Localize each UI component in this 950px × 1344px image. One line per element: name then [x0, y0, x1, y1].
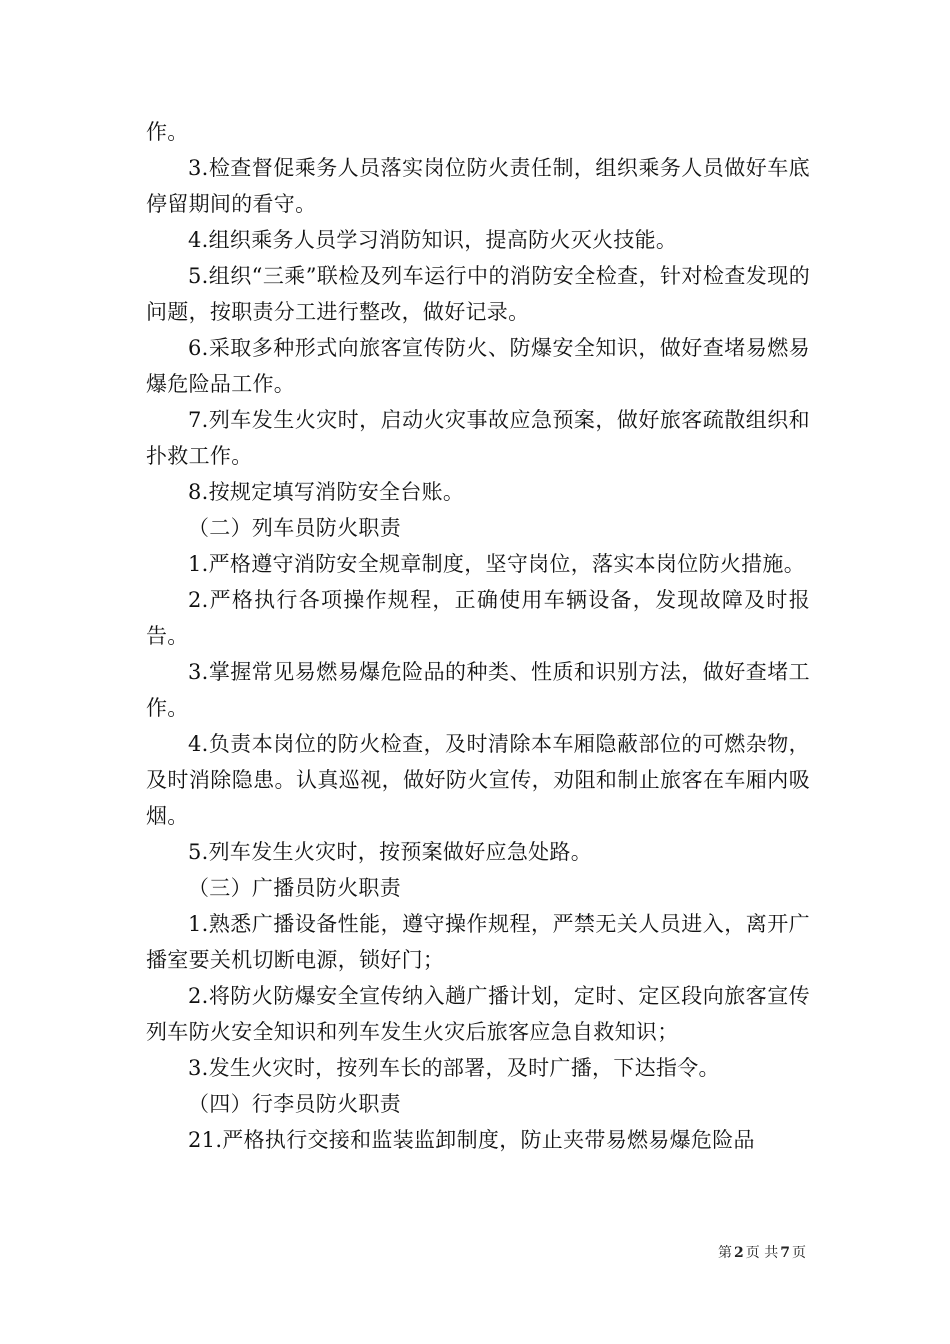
- paragraph-4: 6.采取多种形式向旅客宣传防火、防爆安全知识，做好查堵易燃易爆危险品工作。: [146, 336, 810, 396]
- footer-current-page: 2: [734, 1245, 744, 1261]
- footer-total-pages: 7: [780, 1245, 790, 1261]
- paragraph-6: 8.按规定填写消防安全台账。: [188, 480, 465, 504]
- paragraph-9: 2.严格执行各项操作规程，正确使用车辆设备，发现故障及时报告。: [146, 588, 810, 648]
- paragraph-10: 3.掌握常见易燃易爆危险品的种类、性质和识别方法，做好查堵工作。: [146, 660, 810, 720]
- section-heading-2: （二）列车员防火职责: [188, 516, 401, 540]
- footer-suffix: 页: [792, 1245, 806, 1261]
- footer-prefix: 第: [718, 1245, 733, 1261]
- paragraph-14: 1.熟悉广播设备性能，遵守操作规程，严禁无关人员进入，离开广播室要关机切断电源，锁好门；: [146, 912, 810, 972]
- page-footer: [718, 1244, 806, 1262]
- paragraph-16: 3.发生火灾时，按列车长的部署，及时广播，下达指令。: [188, 1056, 720, 1080]
- paragraph-15: 2.将防火防爆安全宣传纳入趟广播计划，定时、定区段向旅客宣传列车防火安全知识和列车发生火灾后旅客应急自救知识；: [146, 984, 810, 1044]
- paragraph-12: 5.列车发生火灾时，按预案做好应急处路。: [188, 840, 593, 864]
- paragraph-3: 5.组织“三乘”联检及列车运行中的消防安全检查，针对检查发现的问题，按职责分工进行整改，做好记录。: [146, 264, 810, 324]
- paragraph-8: 1.严格遵守消防安全规章制度，坚守岗位，落实本岗位防火措施。: [188, 552, 806, 576]
- footer-middle: 页 共: [745, 1245, 779, 1261]
- paragraph-11: 4.负责本岗位的防火检查，及时清除本车厢隐蔽部位的可燃杂物，及时消除隐患。认真巡视，做好防火宣传，劝阻和制止旅客在车厢内吸烟。: [146, 732, 810, 828]
- paragraph-2: 4.组织乘务人员学习消防知识，提高防火灭火技能。: [188, 228, 678, 252]
- section-heading-4: （四）行李员防火职责: [188, 1092, 401, 1116]
- paragraph-18: 21.严格执行交接和监装监卸制度，防止夹带易燃易爆危险品: [188, 1128, 755, 1152]
- section-heading-3: （三）广播员防火职责: [188, 876, 401, 900]
- paragraph-0: 作。: [146, 120, 189, 144]
- paragraph-1: 3.检查督促乘务人员落实岗位防火责任制，组织乘务人员做好车底停留期间的看守。: [146, 156, 810, 216]
- document-body: [146, 114, 810, 1158]
- paragraph-5: 7.列车发生火灾时，启动火灾事故应急预案，做好旅客疏散组织和扑救工作。: [146, 408, 810, 468]
